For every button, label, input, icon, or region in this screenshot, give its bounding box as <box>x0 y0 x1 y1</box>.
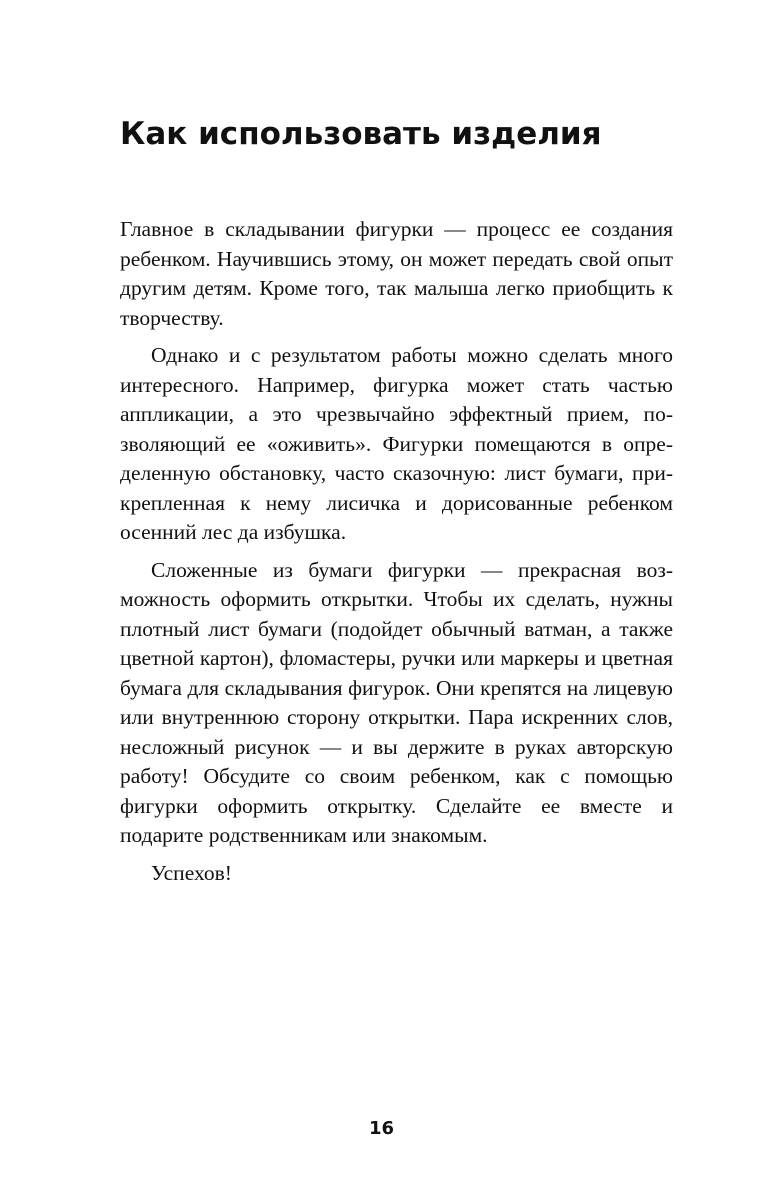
body-text <box>120 215 673 896</box>
page-title: Как использовать изделия <box>120 116 602 152</box>
page-number: 16 <box>368 1118 395 1139</box>
paragraph-postcards: Сложенные из бумаги фигурки — прекрасная возможность оформить открытки. Чтобы их сделать, нужны плотный лист бумаги (подойдет обычный ватман, а также цветной картон), фломастеры, ручки или маркеры и цветная бумага для складывания фигурок. Они крепятся на лицевую или внутреннюю сторону открытки. Пара искренних слов, несложный рисунок — и вы держите в руках авторскую работу! Обсудите со своим ребенком, как с помощью фигурки оформить открытку. Сделайте ее вместе и подарите родственникам или знакомым. <box>120 557 673 847</box>
paragraph-intro: Главное в складывании фигурки — процесс ее создания ребенком. Научившись этому, он может передать свой опыт другим детям. Кроме того, так малыша легко приобщить к творчеству. <box>120 217 673 330</box>
paragraph-applique: Однако и с результатом работы можно сделать много интересного. Например, фигурка может стать частью аппликации, а это чрезвычайно эффектный прием, позволяющий ее «оживить». Фигурки помещаются в определенную обстановку, часто сказочную: лист бумаги, прикрепленная к нему лисичка и дорисованные ребенком осенний лес да избушка. <box>120 343 673 544</box>
paragraph-closing: Успехов! <box>151 860 232 885</box>
